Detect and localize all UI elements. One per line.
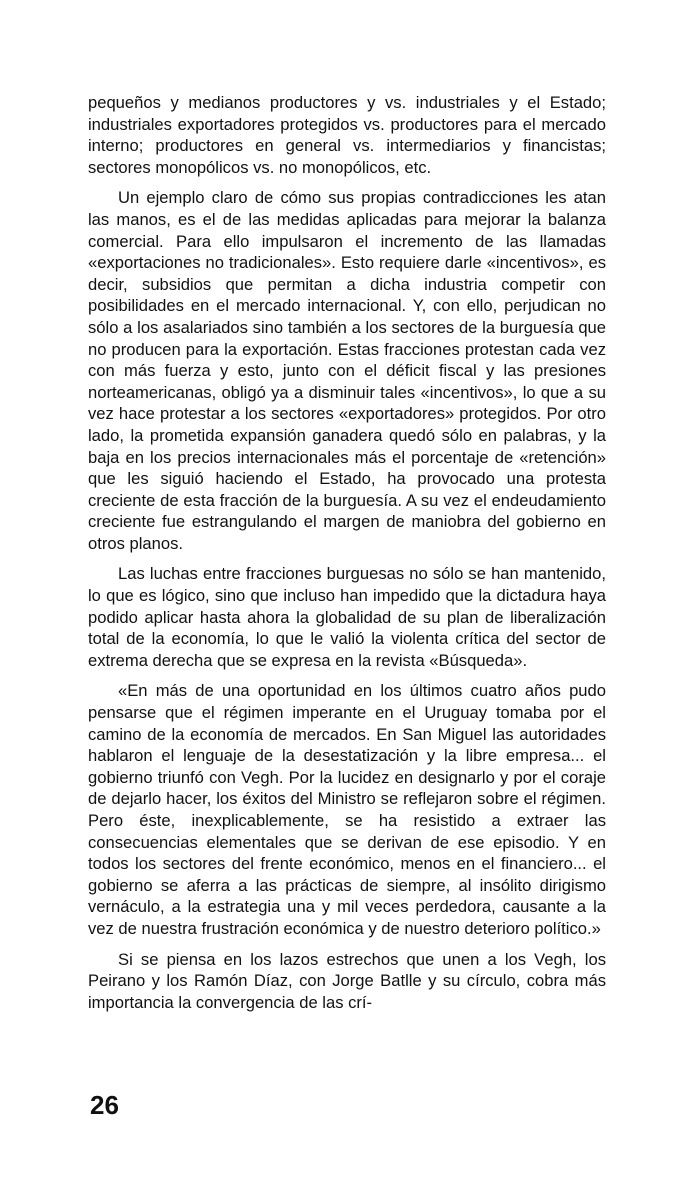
paragraph-busqueda-quote: «En más de una oportunidad en los últimos cuatro años pudo pensarse que el régimen imperante en el Uruguay tomaba por el camino de la economía de mercados. En San Miguel las autoridades hablaron el lenguaje de la desestatización y la libre empresa... el gobierno triunfó con Vegh. Por la lucidez en designarlo y por el coraje de dejarlo hacer, los éxitos del Ministro se reflejaron sobre el régimen. Pero éste, inexplicablemente, se ha resistido a extraer las consecuencias elementales que se derivan de ese episodio. Y en todos los sectores del frente económico, menos en el financiero... el gobierno se aferra a las prácticas de siempre, al insólito dirigismo vernáculo, a la estrategia una y mil veces perdedora, causante a la vez de nuestra frustración económica y de nuestro deterioro político.» — [88, 681, 606, 938]
paragraph-final: Si se piensa en los lazos estrechos que unen a los Vegh, los Peirano y los Ramón Díaz, con Jorge Batlle y su círculo, cobra más importancia la convergencia de las crí- — [88, 949, 606, 1012]
paragraph-continuation: pequeños y medianos productores y vs. industriales y el Estado; industriales exportadores protegidos vs. productores para el mercado interno; productores en general vs. intermediarios y financistas; sectores monopólicos vs. no monopólicos, etc. — [88, 93, 606, 177]
page-number: 26 — [90, 1090, 119, 1120]
paragraph-exports-example: Un ejemplo claro de cómo sus propias contradicciones les atan las manos, es el de las medidas aplicadas para mejorar la balanza comercial. Para ello impulsaron el incremento de las llamadas «exportaciones no tradicionales». Esto requiere darle «incentivos», es decir, subsidios que permitan a dicha industria competir con posibilidades en el mercado internacional. Y, con ello, perjudican no sólo a los asalariados sino también a los sectores de la burguesía que no producen para la exportación. Estas fracciones protestan cada vez con más fuerza y esto, junto con el déficit fiscal y las presiones norteamericanas, obligó ya a disminuir tales «incentivos», lo que a su vez hace protestar a los sectores «exportadores» protegidos. Por otro lado, la prometida expansión ganadera quedó sólo en palabras, y la baja en los precios internacionales más el porcentaje de «retención» que les siguió haciendo el Estado, ha provocado una protesta creciente de esta fracción de la burguesía. A su vez el endeudamiento creciente fue estrangulando el margen de maniobra del gobierno en otros planos. — [88, 188, 606, 553]
page-body — [88, 92, 606, 1022]
paragraph-bourgeois-struggles: Las luchas entre fracciones burguesas no sólo se han mantenido, lo que es lógico, sino que incluso han impedido que la dictadura haya podido aplicar hasta ahora la globalidad de su plan de liberalización total de la economía, lo que le valió la violenta crítica del sector de extrema derecha que se expresa en la revista «Búsqueda». — [88, 564, 606, 670]
